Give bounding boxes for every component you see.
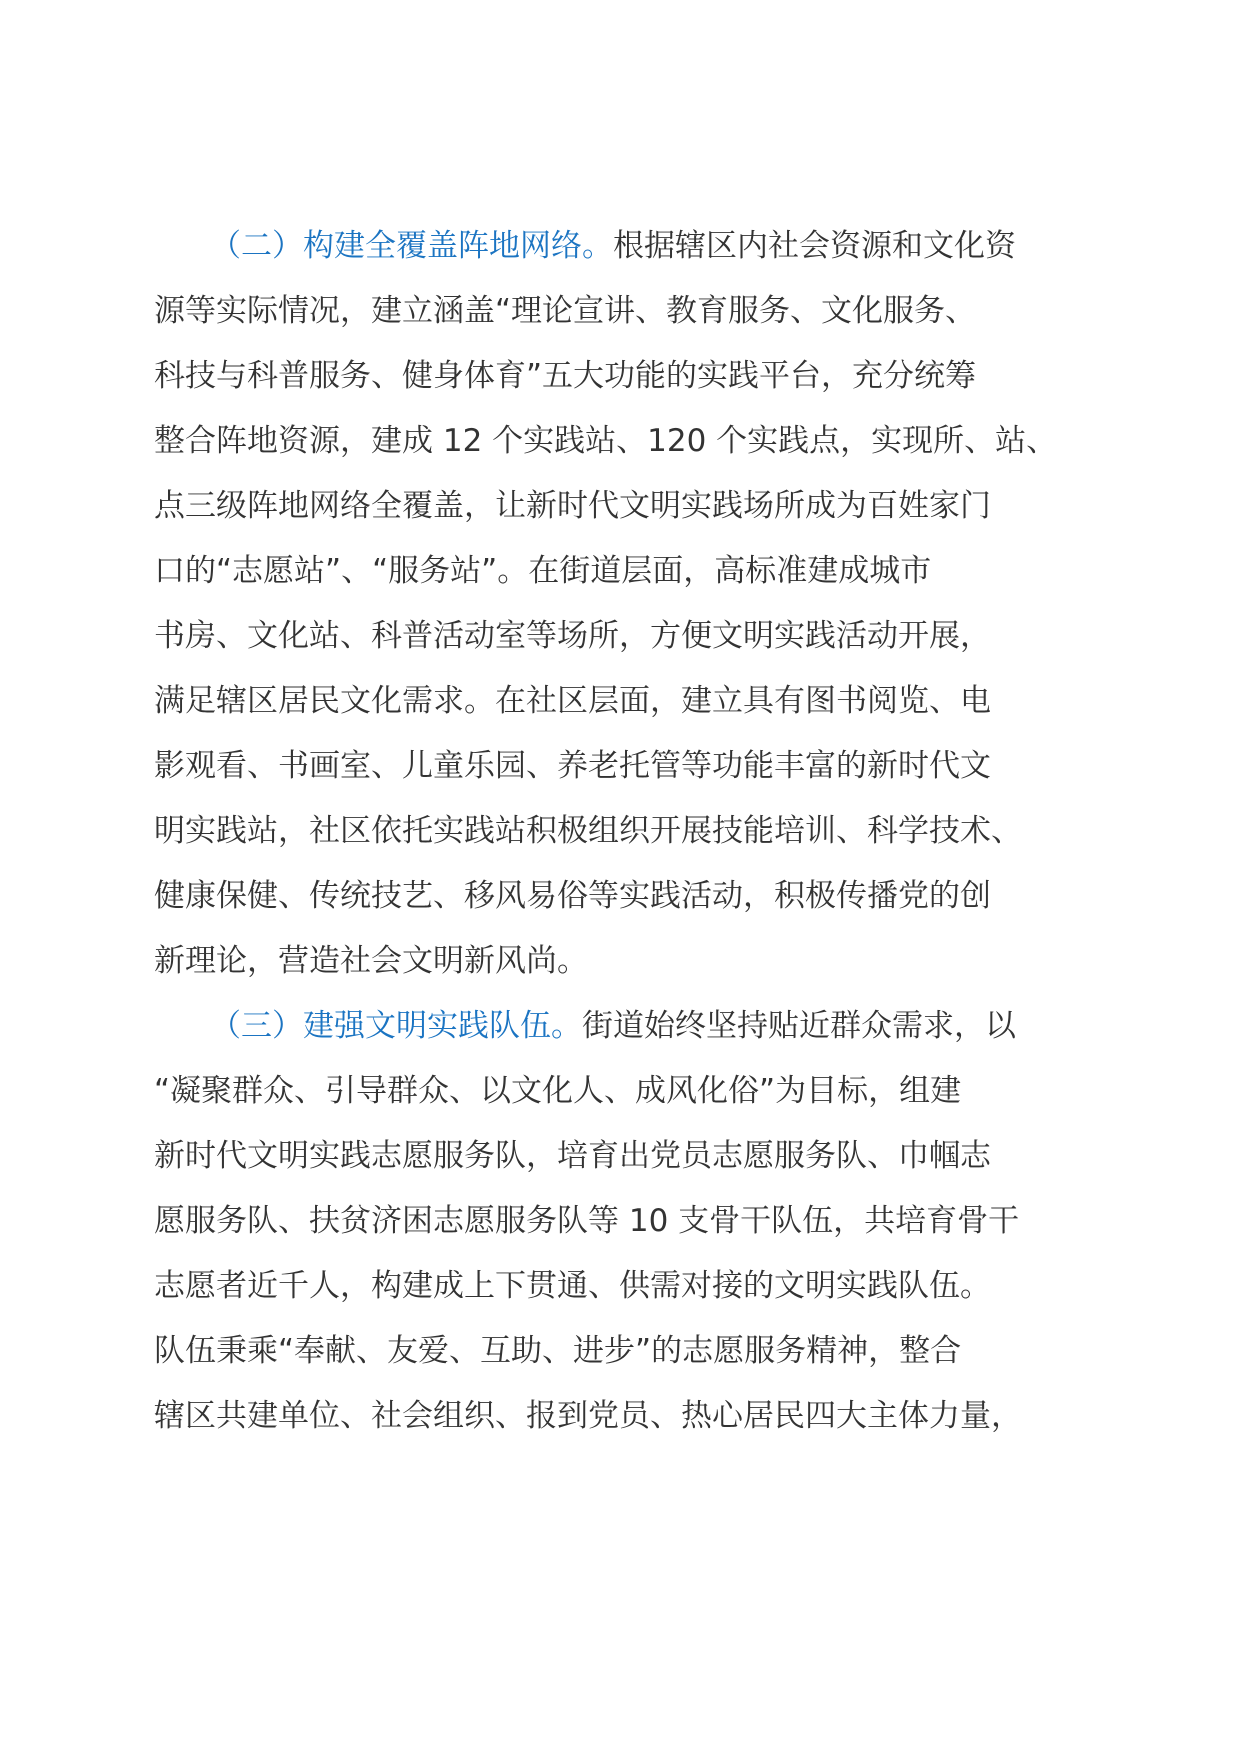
- paragraph-line: “凝聚群众、引导群众、以文化人、成风化俗”为目标，组建: [154, 1073, 962, 1109]
- section-heading-3: （三）建强文明实践队伍。: [210, 1008, 582, 1044]
- paragraph-line: 源等实际情况，建立涵盖“理论宣讲、教育服务、文化服务、: [154, 293, 977, 329]
- paragraph-line: 明实践站，社区依托实践站积极组织开展技能培训、科学技术、: [154, 813, 1022, 849]
- paragraph-line: 点三级阵地网络全覆盖，让新时代文明实践场所成为百姓家门: [154, 488, 991, 524]
- paragraph-text: 街道始终坚持贴近群众需求，以: [582, 1008, 1016, 1044]
- paragraph-line: 愿服务队、扶贫济困志愿服务队等 10 支骨干队伍，共培育骨干: [154, 1203, 1020, 1239]
- paragraph-2-line-1: [154, 994, 1104, 1059]
- paragraph-line: 新理论，营造社会文明新风尚。: [154, 943, 588, 979]
- paragraph-line: 影观看、书画室、儿童乐园、养老托管等功能丰富的新时代文: [154, 748, 991, 784]
- paragraph-1-line-1: [154, 214, 1104, 279]
- paragraph-line: 健康保健、传统技艺、移风易俗等实践活动，积极传播党的创: [154, 878, 991, 914]
- paragraph-line: 志愿者近千人，构建成上下贯通、供需对接的文明实践队伍。: [154, 1268, 991, 1304]
- section-heading-2: （二）构建全覆盖阵地网络。: [210, 228, 613, 264]
- paragraph-line: 科技与科普服务、健身体育”五大功能的实践平台，充分统筹: [154, 358, 977, 394]
- paragraph-line: 整合阵地资源，建成 12 个实践站、120 个实践点，实现所、站、: [154, 423, 1058, 459]
- document-body: [154, 214, 1104, 1449]
- paragraph-line: 书房、文化站、科普活动室等场所，方便文明实践活动开展，: [154, 618, 991, 654]
- paragraph-line: 辖区共建单位、社会组织、报到党员、热心居民四大主体力量，: [154, 1398, 1022, 1434]
- paragraph-text: 根据辖区内社会资源和文化资: [613, 228, 1016, 264]
- paragraph-line: 满足辖区居民文化需求。在社区层面，建立具有图书阅览、电: [154, 683, 991, 719]
- paragraph-line: 口的“志愿站”、“服务站”。在街道层面，高标准建成城市: [154, 553, 932, 589]
- paragraph-line: 队伍秉乘“奉献、友爱、互助、进步”的志愿服务精神，整合: [154, 1333, 962, 1369]
- paragraph-line: 新时代文明实践志愿服务队，培育出党员志愿服务队、巾帼志: [154, 1138, 991, 1174]
